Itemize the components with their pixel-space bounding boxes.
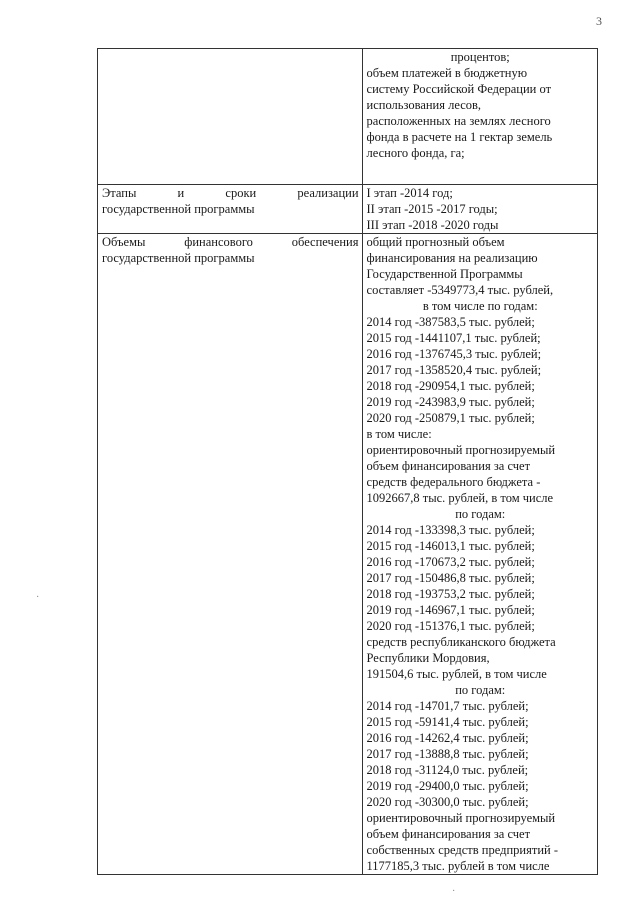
text-line: объем финансирования за счет [366, 827, 531, 841]
text-line: средств федерального бюджета - [366, 475, 541, 489]
text-line: средств республиканского бюджета [366, 635, 556, 649]
label-word: Объемы [102, 235, 146, 249]
value-lines [367, 49, 594, 161]
text-line: общий прогнозный объем [366, 235, 505, 249]
label-cell [98, 234, 363, 875]
label-word: обеспечения [291, 235, 359, 249]
text-line: Государственной Программы [366, 267, 523, 281]
text-line: 2017 год -150486,8 тыс. рублей; [366, 571, 535, 585]
text-line: объем платежей в бюджетную [366, 66, 528, 80]
text-line: 2017 год -1358520,4 тыс. рублей; [366, 363, 542, 377]
stray-mark: · [452, 886, 456, 897]
text-line: 2018 год -290954,1 тыс. рублей; [366, 379, 535, 393]
text-line: в том числе: [366, 427, 432, 441]
label-cell [98, 185, 363, 234]
text-line: 2020 год -151376,1 тыс. рублей; [366, 619, 535, 633]
text-line: собственных средств предприятий - [366, 843, 558, 857]
label-line: государственной программы [102, 251, 255, 265]
text-line: процентов; [450, 50, 510, 64]
table-row [98, 49, 598, 185]
text-line: 2015 год -146013,1 тыс. рублей; [366, 539, 535, 553]
table-row [98, 234, 598, 875]
text-line: ориентировочный прогнозируемый [366, 443, 556, 457]
label-line: государственной программы [102, 202, 255, 216]
label-word: Этапы [102, 186, 137, 200]
label-word: реализации [297, 186, 359, 200]
text-line: 2020 год -30300,0 тыс. рублей; [366, 795, 529, 809]
text-line: 2014 год -133398,3 тыс. рублей; [366, 523, 535, 537]
text-line: 1177185,3 тыс. рублей в том числе [366, 859, 550, 873]
text-line: финансирования на реализацию [366, 251, 538, 265]
text-line: II этап -2015 -2017 годы; [366, 202, 498, 216]
text-line: по годам: [455, 683, 506, 697]
text-line: 2014 год -387583,5 тыс. рублей; [366, 315, 535, 329]
text-line: 2015 год -59141,4 тыс. рублей; [366, 715, 529, 729]
text-line: систему Российской Федерации от [366, 82, 552, 96]
text-line: 2016 год -14262,4 тыс. рублей; [366, 731, 529, 745]
value-cell [362, 49, 597, 185]
label-word: сроки [225, 186, 257, 200]
text-line: 2015 год -1441107,1 тыс. рублей; [366, 331, 541, 345]
text-line: Республики Мордовия, [366, 651, 490, 665]
label-word: финансового [184, 235, 253, 249]
stray-mark: · [36, 592, 40, 603]
text-line: 2019 год -29400,0 тыс. рублей; [366, 779, 529, 793]
text-line: по годам: [455, 507, 506, 521]
text-line: 1092667,8 тыс. рублей, в том числе [366, 491, 554, 505]
text-line: фонда в расчете на 1 гектар земель [366, 130, 553, 144]
text-line: 2019 год -243983,9 тыс. рублей; [366, 395, 535, 409]
text-line: 2014 год -14701,7 тыс. рублей; [366, 699, 529, 713]
value-cell [362, 185, 597, 234]
text-line: 2018 год -31124,0 тыс. рублей; [366, 763, 529, 777]
program-passport-table [97, 48, 598, 875]
text-line: в том числе по годам: [422, 299, 538, 313]
text-line: 191504,6 тыс. рублей, в том числе [366, 667, 547, 681]
text-line: 2016 год -170673,2 тыс. рублей; [366, 555, 535, 569]
text-line: I этап -2014 год; [366, 186, 453, 200]
text-line: объем финансирования за счет [366, 459, 531, 473]
value-cell [362, 234, 597, 875]
label-word: и [177, 186, 185, 200]
text-line: использования лесов, [366, 98, 482, 112]
text-line: III этап -2018 -2020 годы [366, 218, 499, 232]
text-line: 2016 год -1376745,3 тыс. рублей; [366, 347, 542, 361]
label-line [102, 185, 359, 201]
table-row [98, 185, 598, 234]
text-line: 2019 год -146967,1 тыс. рублей; [366, 603, 535, 617]
page-number: 3 [596, 14, 602, 28]
text-line: 2018 год -193753,2 тыс. рублей; [366, 587, 535, 601]
text-line: лесного фонда, га; [366, 146, 465, 160]
text-line: составляет -5349773,4 тыс. рублей, [366, 283, 554, 297]
text-line: 2017 год -13888,8 тыс. рублей; [366, 747, 529, 761]
label-line [102, 234, 359, 250]
label-cell-empty [98, 49, 363, 185]
text-line: 2020 год -250879,1 тыс. рублей; [366, 411, 535, 425]
text-line: расположенных на землях лесного [366, 114, 551, 128]
text-line: ориентировочный прогнозируемый [366, 811, 556, 825]
